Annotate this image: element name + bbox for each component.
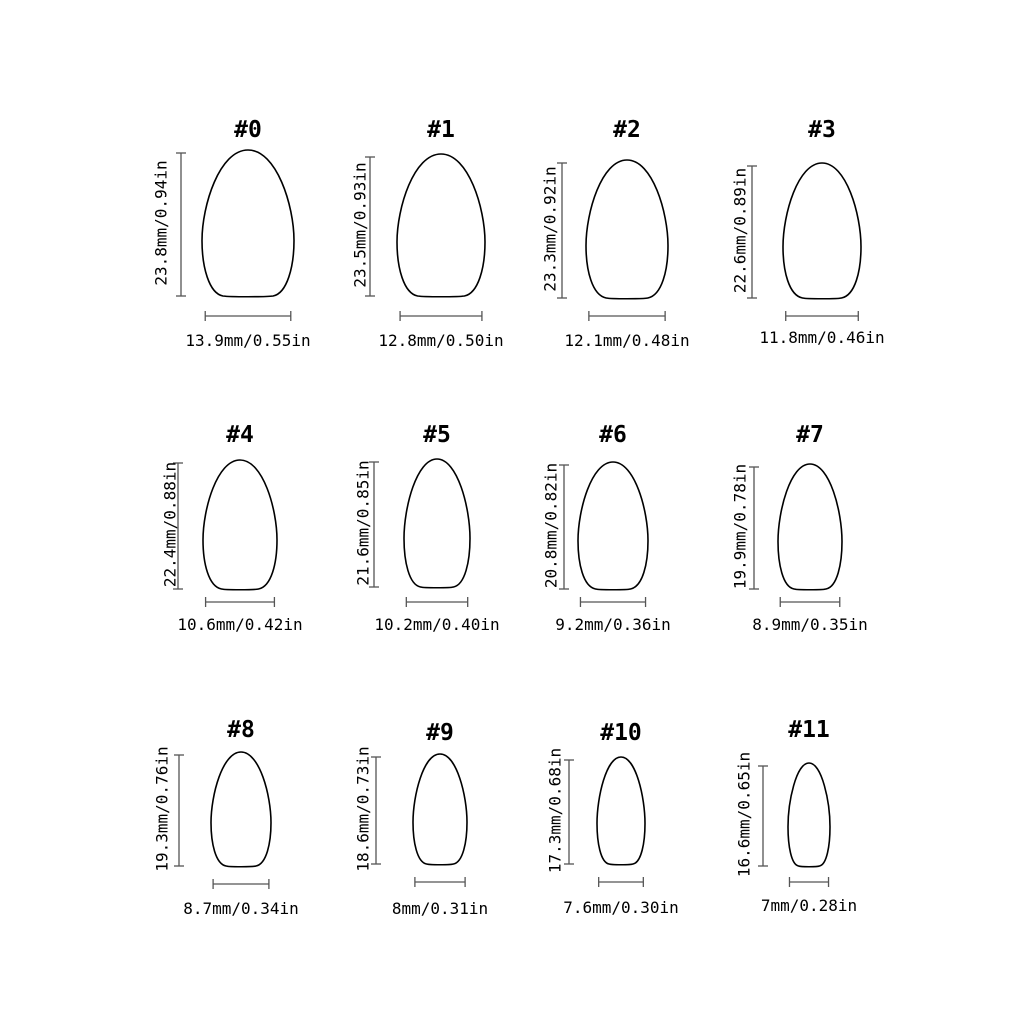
width-label: 10.6mm/0.42in [177, 615, 303, 634]
width-label: 13.9mm/0.55in [185, 331, 311, 350]
nail-size-10 [546, 720, 679, 917]
nail-size-title: #10 [600, 720, 642, 746]
width-dimension-line [205, 311, 291, 321]
width-label: 9.2mm/0.36in [555, 615, 671, 634]
width-dimension-line [580, 597, 645, 607]
width-label: 11.8mm/0.46in [759, 328, 885, 347]
nail-outline [413, 754, 467, 865]
width-dimension-line [589, 311, 665, 321]
nail-outline [202, 150, 294, 297]
length-label: 22.4mm/0.88in [160, 461, 180, 588]
nail-size-6 [542, 422, 671, 634]
nail-size-5 [354, 422, 500, 634]
length-label: 18.6mm/0.73in [353, 746, 373, 872]
length-label: 22.6mm/0.89in [730, 167, 750, 294]
nail-size-1 [351, 117, 504, 350]
nail-size-4 [161, 422, 303, 634]
length-dimension-line [749, 467, 759, 589]
nail-outline [578, 462, 648, 590]
length-label: 17.3mm/0.68in [545, 747, 565, 874]
nail-size-title: #7 [796, 422, 824, 448]
nail-size-title: #4 [226, 422, 254, 448]
width-dimension-line [415, 877, 465, 887]
width-dimension-line [400, 311, 482, 321]
nail-size-11 [735, 717, 858, 915]
width-dimension-line [780, 597, 840, 607]
length-dimension-line [758, 766, 768, 866]
length-label: 16.6mm/0.65in [734, 751, 754, 878]
nail-outline [404, 459, 470, 588]
width-dimension-line [599, 877, 644, 887]
width-label: 8.7mm/0.34in [183, 899, 299, 918]
width-label: 10.2mm/0.40in [374, 615, 500, 634]
width-label: 12.1mm/0.48in [564, 331, 690, 350]
nail-outline [397, 154, 485, 297]
length-label: 19.3mm/0.76in [152, 746, 172, 872]
length-dimension-line [174, 755, 184, 866]
length-dimension-line [559, 465, 569, 589]
width-dimension-line [789, 877, 828, 887]
nail-size-title: #2 [613, 117, 641, 143]
length-dimension-line [371, 757, 381, 864]
nail-size-title: #9 [426, 720, 454, 746]
nail-outline [203, 460, 277, 590]
width-label: 8mm/0.31in [391, 899, 489, 918]
width-dimension-line [786, 311, 859, 321]
width-label: 12.8mm/0.50in [378, 331, 504, 350]
nail-outline [211, 752, 271, 867]
nail-outline [778, 464, 842, 590]
nail-size-title: #0 [234, 117, 262, 143]
length-dimension-line [176, 153, 186, 296]
width-label: 7.6mm/0.30in [563, 898, 679, 917]
nail-outline [586, 160, 668, 299]
nail-outline [788, 763, 830, 867]
nail-outline [597, 757, 645, 865]
nail-size-title: #1 [427, 117, 455, 143]
nail-size-title: #11 [788, 717, 830, 743]
length-label: 23.3mm/0.92in [540, 166, 560, 292]
width-dimension-line [213, 879, 269, 889]
nail-size-3 [731, 117, 885, 347]
nail-size-7 [731, 422, 868, 634]
length-label: 23.5mm/0.93in [350, 162, 370, 288]
width-dimension-line [206, 597, 275, 607]
nail-size-title: #5 [423, 422, 451, 448]
nail-size-9 [354, 720, 489, 918]
length-label: 21.6mm/0.85in [353, 460, 373, 586]
length-label: 23.8mm/0.94in [151, 160, 171, 286]
nail-outline [783, 163, 861, 299]
width-label: 7mm/0.28in [760, 896, 858, 915]
length-label: 19.9mm/0.78in [730, 463, 750, 590]
length-label: 20.8mm/0.82in [541, 462, 561, 589]
nail-size-0 [152, 117, 311, 350]
length-dimension-line [564, 760, 574, 864]
width-label: 8.9mm/0.35in [752, 615, 868, 634]
nail-size-2 [541, 117, 690, 350]
nail-size-title: #6 [599, 422, 627, 448]
width-dimension-line [406, 597, 467, 607]
nail-size-title: #8 [227, 717, 255, 743]
nail-size-8 [153, 717, 299, 918]
nail-size-title: #3 [808, 117, 836, 143]
